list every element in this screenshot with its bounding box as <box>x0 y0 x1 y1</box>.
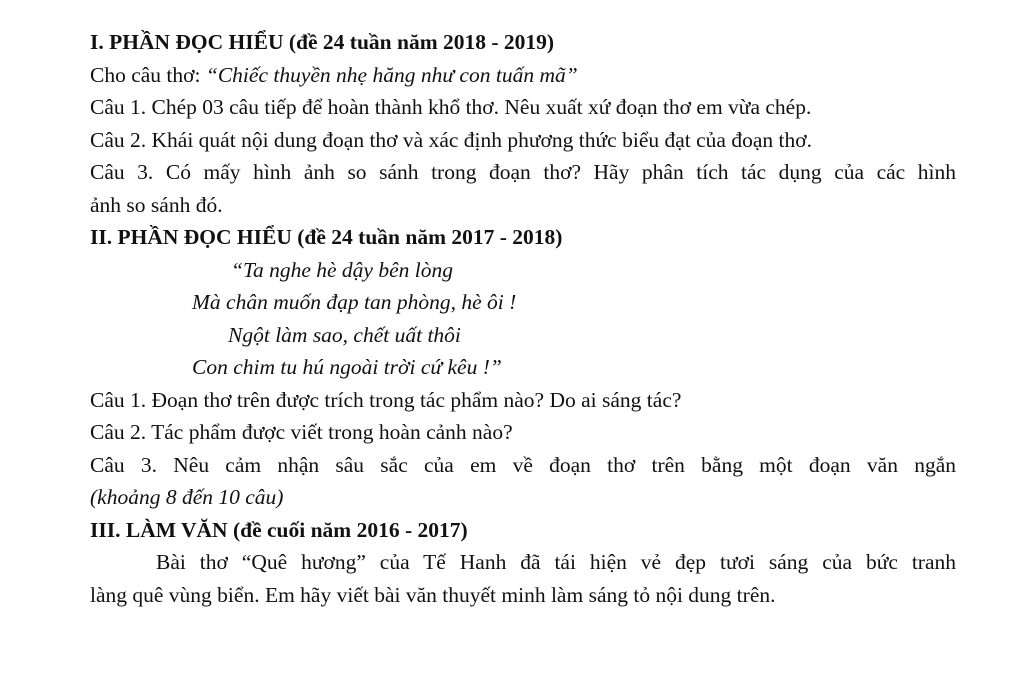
document-page <box>90 26 956 611</box>
section1-prompt <box>90 59 956 92</box>
section2-question-3-line1: Câu 3. Nêu cảm nhận sâu sắc của em về đoạn thơ trên bằng một đoạn văn ngắn <box>90 452 956 477</box>
section1-question-2: Câu 2. Khái quát nội dung đoạn thơ và xác định phương thức biểu đạt của đoạn thơ. <box>90 127 812 152</box>
poem-line-3: Ngột làm sao, chết uất thôi <box>228 322 461 347</box>
section1-prompt-quote: “Chiếc thuyền nhẹ hăng như con tuấn mã” <box>205 62 578 87</box>
section1-question-3-line1: Câu 3. Có mấy hình ảnh so sánh trong đoạn thơ? Hãy phân tích tác dụng của các hình <box>90 160 956 184</box>
section2-question-3-line2: (khoảng 8 đến 10 câu) <box>90 485 284 509</box>
section1-question-1: Câu 1. Chép 03 câu tiếp để hoàn thành khổ thơ. Nêu xuất xứ đoạn thơ em vừa chép. <box>90 95 812 119</box>
section2-question-1: Câu 1. Đoạn thơ trên được trích trong tác phẩm nào? Do ai sáng tác? <box>90 387 682 412</box>
section1-prompt-label: Cho câu thơ: <box>90 62 206 87</box>
section1-question-3-line2: ảnh so sánh đó. <box>90 192 223 217</box>
section2-question-2: Câu 2. Tác phẩm được viết trong hoàn cảnh nào? <box>90 420 513 444</box>
section3-heading: III. LÀM VĂN (đề cuối năm 2016 - 2017) <box>90 517 468 542</box>
section3-body-line2: làng quê vùng biển. Em hãy viết bài văn thuyết minh làm sáng tỏ nội dung trên. <box>90 582 776 607</box>
poem-line-4: Con chim tu hú ngoài trời cứ kêu !” <box>192 355 502 379</box>
poem-line-2: Mà chân muốn đạp tan phòng, hè ôi ! <box>192 290 517 314</box>
section3-body-line1: Bài thơ “Quê hương” của Tế Hanh đã tái hiện vẻ đẹp tươi sáng của bức tranh <box>156 550 956 574</box>
section2-heading: II. PHẦN ĐỌC HIỂU (đề 24 tuần năm 2017 - 2018) <box>90 225 563 249</box>
section1-heading: I. PHẦN ĐỌC HIỂU (đề 24 tuần năm 2018 - 2019) <box>90 30 555 54</box>
poem-line-1: “Ta nghe hè dậy bên lòng <box>231 257 453 282</box>
